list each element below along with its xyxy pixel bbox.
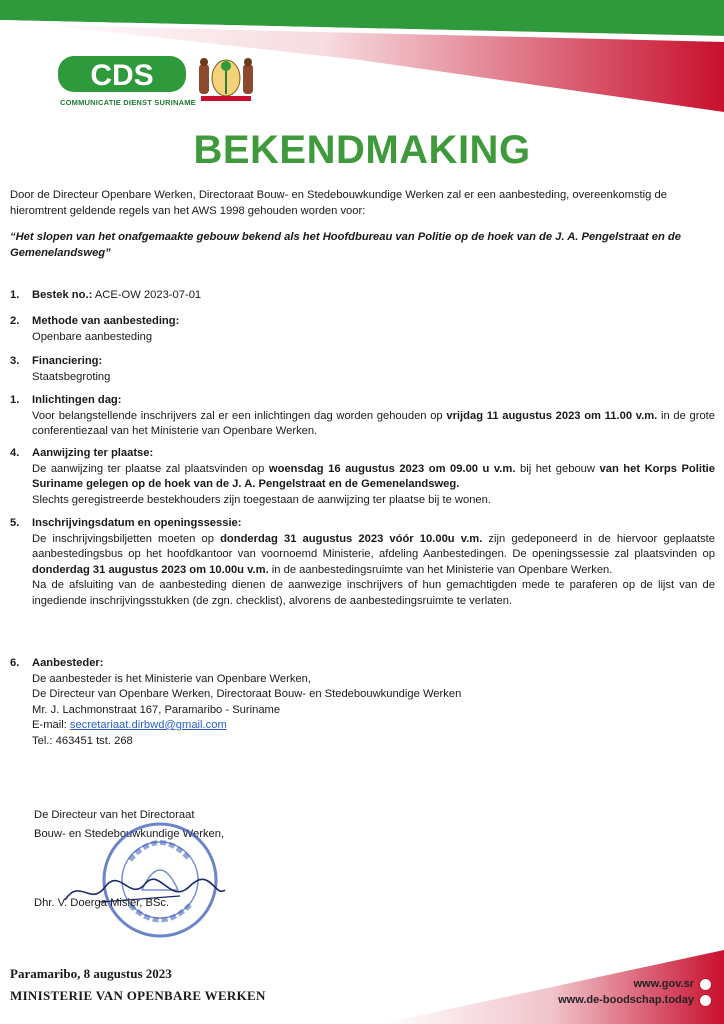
intro-text: Door de Directeur Openbare Werken, Directoraat Bouw- en Stedebouwkundige Werken zal er een aanbesteding, overeenkomstig de hieromtrent geldende regels van het AWS 1998 gehouden worden voor: bbox=[10, 189, 667, 217]
page-title: BEKENDMAKING bbox=[193, 128, 531, 172]
list-item: 4. Aanwijzing ter plaatse: De aanwijzing ter plaatse zal plaatsvinden op woensdag 16 augustus 2023 om 09.00 u v.m. bij het gebouw van het Korps Politie Suriname gelegen op de hoek van de J. A. Pengelstraat en de Gemenelandsweg. Slechts geregistreerde bestekhouders zijn toegestaan de aanwijzing ter plaatse bij te wonen. bbox=[10, 447, 716, 506]
list-item: 3. Financiering: Staatsbegroting bbox=[10, 355, 111, 383]
list-item: 2. Methode van aanbesteding: Openbare aanbesteding bbox=[10, 315, 180, 343]
email-link[interactable]: secretariaat.dirbwd@gmail.com bbox=[69, 719, 227, 731]
list-item: 1. Inlichtingen dag: Voor belangstellende inschrijvers zal er een inlichtingen dag worden gehouden op vrijdag 11 augustus 2023 om 11.00 v.m. in de grote conferentiezaal van het Ministerie van Openbare Werken. bbox=[10, 394, 716, 437]
subject-text: “Het slopen van het onafgemaakte gebouw bekend als het Hoofdbureau van Politie op de hoek van de J. A. Pengelstraat en de Gemenelandsweg” bbox=[10, 231, 681, 259]
cds-logo bbox=[58, 54, 188, 96]
globe-icon bbox=[699, 978, 712, 991]
list-item: 6. Aanbesteder: De aanbesteder is het Ministerie van Openbare Werken, De Directeur van Openbare Werken, Directoraat Bouw- en Stedebouwkundige Werken Mr. J. Lachmonstraat 167, Paramaribo - Suriname E-mail: secretariaat.dirbwd@gmail.com Tel.: 463451 tst. 268 bbox=[10, 657, 462, 747]
globe-icon bbox=[699, 994, 712, 1007]
coat-of-arms-icon bbox=[193, 52, 259, 102]
date-text: Paramaribo, 8 augustus 2023 bbox=[10, 966, 172, 981]
signer-name: Dhr. V. Doerga Misier, BSc. bbox=[34, 897, 170, 909]
ministry-text: MINISTERIE VAN OPENBARE WERKEN bbox=[10, 988, 266, 1003]
website-link[interactable]: www.gov.sr bbox=[633, 978, 694, 990]
signature-block: De Directeur van het Directoraat Bouw- en Stedebouwkundige Werken, bbox=[34, 809, 225, 840]
list-item: 1. Bestek no.: ACE-OW 2023-07-01 bbox=[10, 289, 202, 301]
logo-subtitle: COMMUNICATIE DIENST SURINAME bbox=[60, 98, 196, 107]
list-item: 5. Inschrijvingsdatum en openingssessie: De inschrijvingsbiljetten moeten op donderdag 31 augustus 2023 vóór 10.00u v.m. zijn gedeponeerd in de hiervoor geplaatste aanbestedingsbus op het hoofdkantoor van voornoemd Ministerie, afdeling Aanbestedingen. De openingssessie zal plaatsvinden op donderdag 31 augustus 2023 om 10.00u v.m. in de aanbestedingsruimte van het Ministerie van Openbare Werken. Na de afsluiting van de aanbesteding dienen de aanwezige inschrijvers of hun gemachtigden mede te paraferen op de lijst van de ingediende inschrijvingsstukken (de zgn. checklist), alvorens de aanbestedingsruimte te verlaten. bbox=[10, 517, 715, 607]
website-link[interactable]: www.de-boodschap.today bbox=[558, 994, 694, 1006]
svg-text:CDS: CDS bbox=[90, 59, 154, 92]
